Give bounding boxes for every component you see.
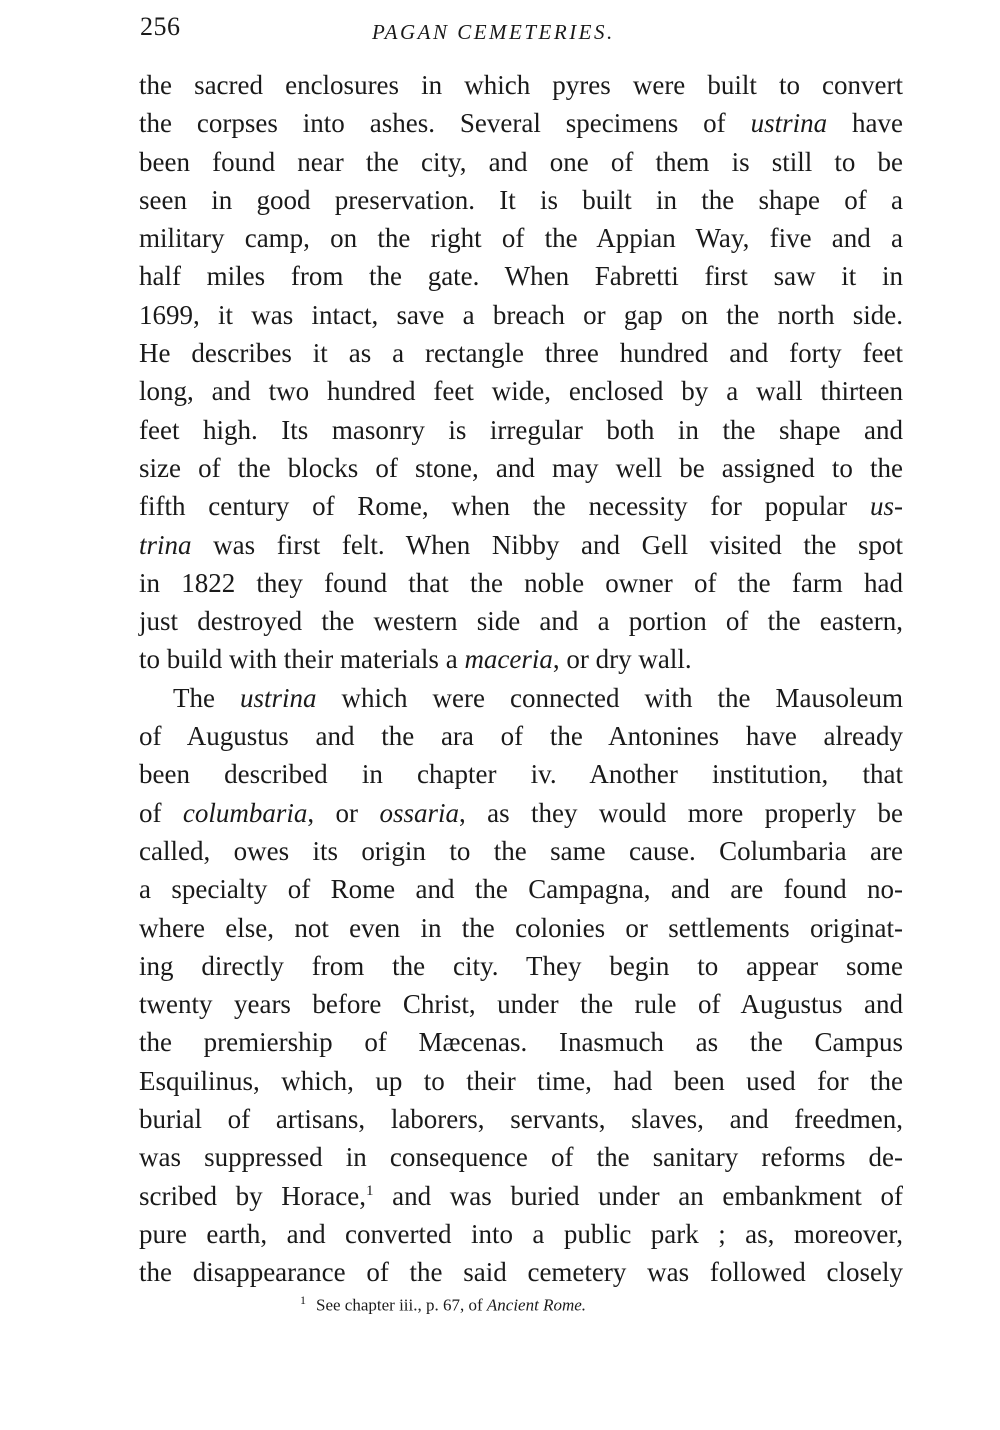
text-run: have	[827, 108, 903, 139]
text-run: feet high. Its masonry is irregular both in the shape and	[139, 414, 903, 445]
text-run: which were connected with the Mausoleum	[316, 682, 903, 713]
text-line	[139, 1215, 903, 1253]
text-line	[139, 640, 903, 678]
footnote-mark: 1	[300, 1293, 306, 1307]
text-line	[139, 66, 903, 104]
text-run: of	[139, 797, 183, 828]
text-run: the corpses into ashes. Several specimens of	[139, 108, 751, 139]
text-run: the premiership of Mæcenas. Inasmuch as the Campus	[139, 1027, 903, 1058]
footnote	[300, 1293, 586, 1316]
italic-term: maceria	[464, 644, 553, 675]
text-line	[139, 985, 903, 1023]
text-line	[139, 104, 903, 142]
italic-term: ossaria	[379, 797, 459, 828]
italic-term: ustrina	[750, 108, 828, 139]
text-run: ing directly from the city. They begin to appear some	[139, 950, 903, 981]
running-head: PAGAN CEMETERIES.	[372, 20, 615, 44]
italic-term: trina	[139, 529, 192, 560]
text-line	[139, 334, 903, 372]
text-line	[139, 487, 903, 525]
text-line	[139, 832, 903, 870]
text-line	[139, 411, 903, 449]
text-line	[139, 526, 903, 564]
text-line	[139, 909, 903, 947]
text-run: The	[173, 682, 240, 713]
text-run: called, owes its origin to the same cause. Columbaria are	[139, 835, 903, 866]
text-line	[139, 947, 903, 985]
text-run: twenty years before Christ, under the rule of Augustus and	[139, 989, 903, 1020]
text-run: been found near the city, and one of them is still to be	[139, 146, 903, 177]
text-run: just destroyed the western side and a portion of the eastern,	[139, 606, 903, 637]
text-line	[139, 296, 903, 334]
footnote-reference: 1	[366, 1182, 374, 1199]
text-run: size of the blocks of stone, and may well be assigned to the	[139, 452, 903, 483]
text-line	[139, 372, 903, 410]
text-run: a specialty of Rome and the Campagna, and are found no-	[139, 874, 903, 905]
text-line	[139, 1023, 903, 1061]
text-run: the disappearance of the said cemetery was followed closely	[139, 1257, 903, 1288]
body-text	[139, 66, 903, 1292]
text-line	[139, 1100, 903, 1138]
text-line	[139, 257, 903, 295]
text-line	[139, 755, 903, 793]
text-run: military camp, on the right of the Appian Way, five and a	[139, 223, 903, 254]
text-run: , or dry wall.	[552, 644, 692, 675]
text-run: pure earth, and converted into a public park ; as, moreover,	[139, 1218, 903, 1249]
footnote-italic-title: Ancient Rome.	[486, 1295, 587, 1315]
footnote-text: See chapter iii., p. 67, of	[316, 1295, 487, 1315]
text-line	[139, 1253, 903, 1291]
text-run: 1699, it was intact, save a breach or gap on the north side.	[139, 299, 903, 330]
italic-term: ustrina	[240, 682, 317, 713]
text-line	[139, 1138, 903, 1176]
italic-term: us-	[870, 491, 903, 522]
text-line	[139, 679, 903, 717]
text-run: long, and two hundred feet wide, enclosed by a wall thirteen	[139, 376, 903, 407]
text-run: seen in good preservation. It is built in the shape of a	[139, 184, 903, 215]
text-run: , or	[307, 797, 380, 828]
text-run: of Augustus and the ara of the Antonines have already	[139, 721, 903, 752]
page-header	[140, 12, 900, 52]
text-run: fifth century of Rome, when the necessity for popular	[139, 491, 870, 522]
text-line	[139, 1177, 903, 1215]
text-run: and was buried under an embankment of	[373, 1180, 903, 1211]
text-run: burial of artisans, laborers, servants, slaves, and freedmen,	[139, 1104, 903, 1135]
text-line	[139, 794, 903, 832]
text-line	[139, 602, 903, 640]
text-run: been described in chapter iv. Another institution, that	[139, 759, 903, 790]
text-run: Esquilinus, which, up to their time, had been used for the	[139, 1065, 903, 1096]
page-number: 256	[140, 12, 181, 41]
text-run: scribed by Horace,	[139, 1180, 366, 1211]
text-line	[139, 717, 903, 755]
text-run: , as they would more properly be	[458, 797, 903, 828]
text-line	[139, 1062, 903, 1100]
text-line	[139, 219, 903, 257]
text-run: in 1822 they found that the noble owner of the farm had	[139, 567, 903, 598]
text-line	[139, 564, 903, 602]
text-run: was first felt. When Nibby and Gell visited the spot	[191, 529, 903, 560]
text-line	[139, 181, 903, 219]
italic-term: columbaria	[182, 797, 308, 828]
text-run: the sacred enclosures in which pyres were built to convert	[139, 70, 903, 100]
text-line	[139, 449, 903, 487]
text-run: half miles from the gate. When Fabretti first saw it in	[139, 261, 903, 292]
text-run: where else, not even in the colonies or settlements originat-	[139, 912, 903, 943]
text-run: He describes it as a rectangle three hundred and forty feet	[139, 338, 903, 369]
text-run: to build with their materials a	[139, 644, 465, 675]
text-run: was suppressed in consequence of the sanitary reforms de-	[139, 1142, 903, 1173]
text-line	[139, 143, 903, 181]
text-line	[139, 870, 903, 908]
